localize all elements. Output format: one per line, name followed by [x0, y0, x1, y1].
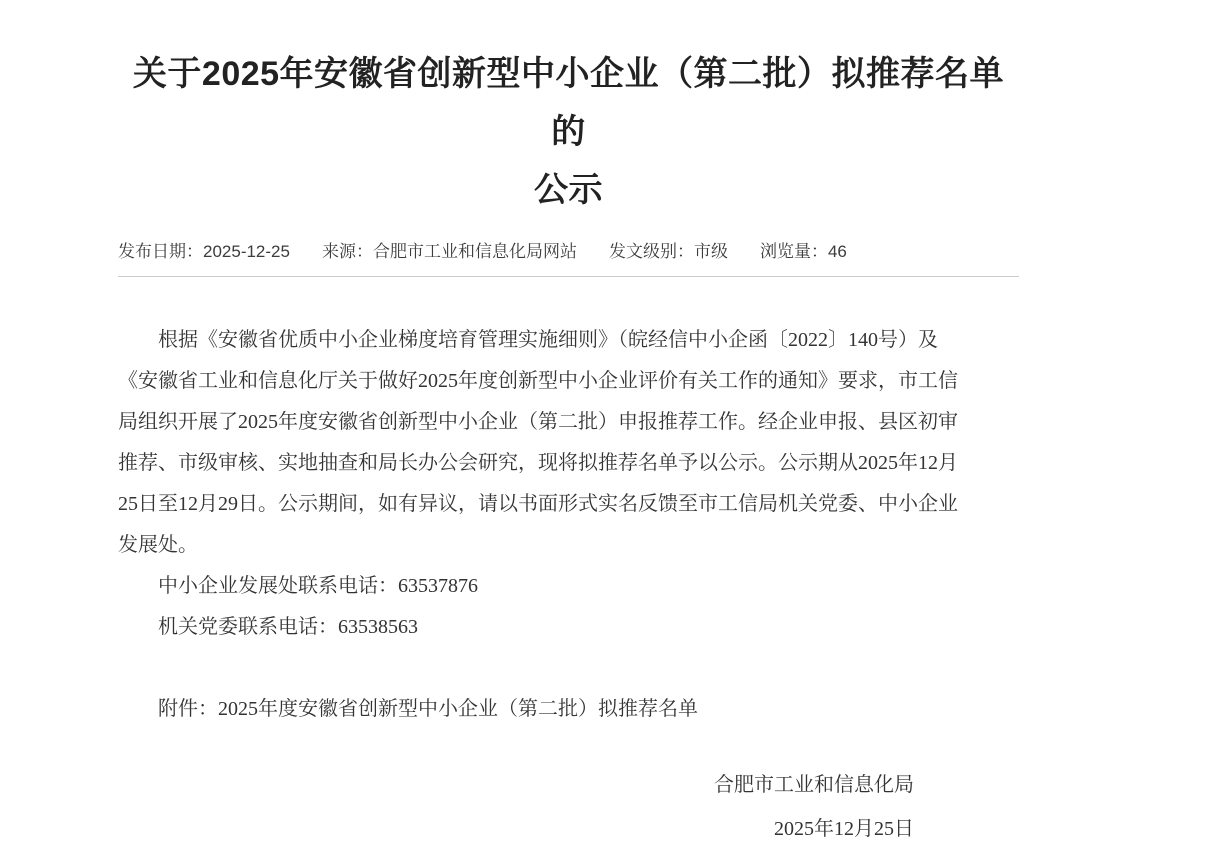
- page-title: [118, 45, 1019, 219]
- contact-number: 63537876: [398, 575, 478, 597]
- attachment-line: [118, 689, 983, 730]
- page-title-line-2: 公示: [534, 171, 603, 209]
- publish-date-value: 2025-12-25: [203, 242, 290, 261]
- doc-level-label: 发文级别：: [608, 242, 694, 261]
- signature-organization: 合肥市工业和信息化局: [714, 774, 914, 796]
- paragraph-line: 发展处。: [118, 534, 198, 556]
- publish-date-label: 发布日期：: [118, 242, 203, 261]
- source-value: 合肥市工业和信息化局网站: [372, 242, 577, 261]
- contact-number: 63538563: [338, 616, 418, 638]
- meta-item-publish-date: [118, 241, 290, 263]
- contact-line-party-committee: [118, 607, 983, 648]
- paragraph-line: 根据《安徽省优质中小企业梯度培育管理实施细则》（皖经信中小企函〔2022〕140号）及: [158, 329, 938, 351]
- view-count-value: 46: [827, 242, 847, 261]
- contact-label: 机关党委联系电话：: [158, 616, 338, 638]
- meta-item-view-count: [760, 241, 847, 263]
- page-title-line-1: 关于2025年安徽省创新型中小企业（第二批）拟推荐名单的: [132, 55, 1005, 151]
- contact-line-sme-dept: [118, 566, 983, 607]
- document-page: [118, 45, 1019, 851]
- meta-item-source: [322, 241, 577, 263]
- source-label: 来源：: [321, 242, 373, 261]
- view-count-label: 浏览量：: [759, 242, 828, 261]
- document-body: [118, 320, 983, 851]
- divider: [118, 276, 1019, 277]
- signature-block: [118, 763, 983, 851]
- paragraph-line: 局组织开展了2025年度安徽省创新型中小企业（第二批）申报推荐工作。经企业申报、县区初审: [118, 411, 958, 433]
- paragraph-line: 《安徽省工业和信息化厅关于做好2025年度创新型中小企业评价有关工作的通知》要求，市工信: [118, 370, 958, 392]
- meta-item-doc-level: [609, 241, 728, 263]
- meta-bar: [118, 241, 1019, 263]
- contact-label: 中小企业发展处联系电话：: [158, 575, 398, 597]
- doc-level-value: 市级: [693, 242, 728, 261]
- body-paragraph: [118, 320, 983, 566]
- signature-date: 2025年12月25日: [774, 818, 914, 840]
- attachment-label: 附件：: [158, 698, 218, 720]
- paragraph-line: 推荐、市级审核、实地抽查和局长办公会研究，现将拟推荐名单予以公示。公示期从2025年12月: [118, 452, 958, 474]
- attachment-name-link[interactable]: 2025年度安徽省创新型中小企业（第二批）拟推荐名单: [218, 698, 698, 720]
- paragraph-line: 25日至12月29日。公示期间，如有异议，请以书面形式实名反馈至市工信局机关党委、中小企业: [118, 493, 958, 515]
